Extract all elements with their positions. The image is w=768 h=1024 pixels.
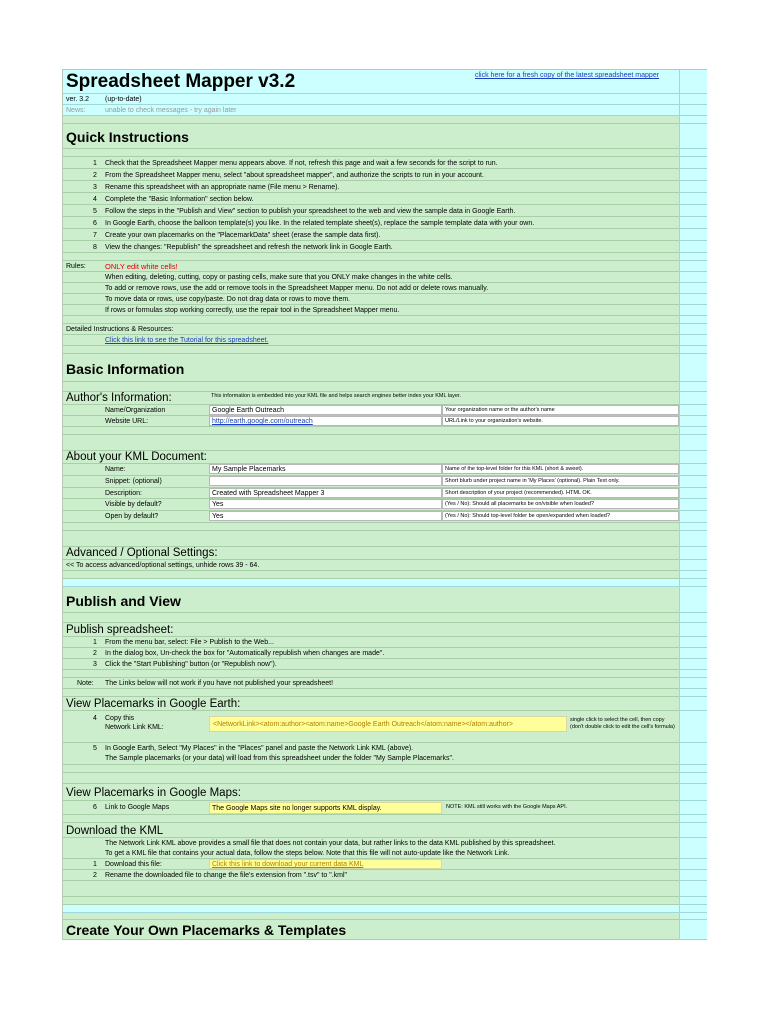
quick-step-row <box>63 205 679 217</box>
section-title-basic: Basic Information <box>66 361 185 377</box>
doc-field-row <box>63 511 679 523</box>
publish-sheet-header-row <box>63 623 679 637</box>
doc-field-input[interactable] <box>209 499 442 509</box>
author-header-row <box>63 392 679 405</box>
rules-title: ONLY edit white cells! <box>105 262 178 271</box>
step-number: 2 <box>93 172 97 179</box>
tutorial-link[interactable]: Click this link to see the Tutorial for this spreadsheet. <box>105 337 269 344</box>
gm-step-row: 6 Link to Google Maps The Google Maps site no longer supports KML display. NOTE: KML still works with the Google Maps API. <box>63 801 679 815</box>
download-heading: Download the KML <box>66 825 164 837</box>
section-title-quick: Quick Instructions <box>66 129 189 145</box>
ge-header-row <box>63 697 679 711</box>
news-row: News: unable to check messages - try again later <box>63 105 679 116</box>
author-name-hint-cell: Your organization name or the author's name <box>442 405 679 415</box>
step-number: 2 <box>93 650 97 657</box>
author-heading: Author's Information: <box>66 392 172 404</box>
rule-row <box>63 272 679 283</box>
step-text: In the dialog box, Un-check the box for "Automatically republish when changes are made". <box>105 650 385 657</box>
download-text-row: The Network Link KML above provides a small file that does not contain your data, but rather links to the data KML published by this spreadsheet. To get a KML file that contains your actual data, follow the steps below. Note that this file will not auto-update like the Network Link. <box>63 838 679 859</box>
doc-field-hint: (Yes / No): Should all placemarks be on/visible when loaded? <box>445 501 594 508</box>
doc-field-input[interactable] <box>209 488 442 498</box>
step-number: 8 <box>93 244 97 251</box>
doc-field-input[interactable] <box>209 464 442 474</box>
gm-header-row <box>63 784 679 801</box>
author-name-row: Name/Organization Google Earth Outreach Your organization name or the author's name <box>63 405 679 416</box>
advanced-heading: Advanced / Optional Settings: <box>66 547 218 559</box>
step-number: 3 <box>93 184 97 191</box>
quick-step-row <box>63 229 679 241</box>
rule-text: When editing, deleting, cutting, copy or pasting cells, make sure that you ONLY make changes in the white cells. <box>105 274 453 281</box>
publish-step-row <box>63 659 679 670</box>
network-link-kml-cell[interactable]: <NetworkLink><atom:author><atom:name>Google Earth Outreach</atom:name></atom:author> <box>209 716 567 732</box>
step-number: 3 <box>93 661 97 668</box>
author-url-hint-cell: URL/Link to your organization's website. <box>442 416 679 426</box>
google-maps-link-cell[interactable]: The Google Maps site no longer supports KML display. <box>209 802 442 814</box>
author-url-field[interactable]: http://earth.google.com/outreach <box>209 416 442 426</box>
step-text: View the changes: "Republish" the spreadsheet and refresh the network link in Google Earth. <box>105 244 393 251</box>
page-title: Spreadsheet Mapper v3.2 <box>66 71 296 92</box>
author-name-field[interactable]: Google Earth Outreach <box>209 405 442 415</box>
download-kml-cell[interactable] <box>209 859 442 869</box>
step-number: 4 <box>93 196 97 203</box>
spreadsheet <box>62 69 707 940</box>
doc-field-input[interactable] <box>209 511 442 521</box>
publish-note-row: Note: The Links below will not work if you have not published your spreadsheet! <box>63 678 679 689</box>
detailed-row: Detailed Instructions & Resources: <box>63 324 679 335</box>
doc-field-input[interactable] <box>209 476 442 486</box>
advanced-header-row <box>63 547 679 560</box>
doc-field-row <box>63 476 679 488</box>
step-text: Check that the Spreadsheet Mapper menu appears above. If not, refresh this page and wait a few seconds for the script to run. <box>105 160 498 167</box>
doc-field-hint-cell <box>442 511 679 521</box>
doc-heading: About your KML Document: <box>66 451 207 463</box>
doc-field-hint-cell <box>442 476 679 486</box>
gm-note: NOTE: KML still works with the Google Maps API. <box>446 804 568 810</box>
publish-step-row <box>63 648 679 659</box>
rule-row <box>63 283 679 294</box>
doc-field-hint: Short description of your project (recommended). HTML OK. <box>445 489 592 496</box>
step-text: Rename this spreadsheet with an appropriate name (File menu > Rename). <box>105 184 340 191</box>
step-text: Click the "Start Publishing" button (or "Republish now"). <box>105 661 277 668</box>
step-number: 6 <box>93 220 97 227</box>
download-step1-row: 1 Download this file: Click this link to download your current data KML <box>63 859 679 870</box>
doc-field-label: Visible by default? <box>105 501 162 509</box>
rules-title-row: Rules: ONLY edit white cells! <box>63 261 679 272</box>
publish-header <box>63 587 679 613</box>
step-text: From the Spreadsheet Mapper menu, select "about spreadsheet mapper", and authorize the scripts to run in your account. <box>105 172 484 179</box>
doc-field-value: Yes <box>212 501 224 509</box>
ge-step4-row: 4 Copy this Network Link KML: <NetworkLink><atom:author><atom:name>Google Earth Outreach</atom:name></atom:author> single click to select the cell, then copy (don't double click to edit the cell's formula) <box>63 711 679 743</box>
doc-field-row <box>63 499 679 511</box>
quick-step-row <box>63 217 679 229</box>
download-header-row <box>63 823 679 838</box>
doc-field-label: Snippet: (optional) <box>105 477 162 485</box>
quick-step-row <box>63 169 679 181</box>
rule-row <box>63 305 679 316</box>
quick-step-row <box>63 193 679 205</box>
gm-heading: View Placemarks in Google Maps: <box>66 787 241 799</box>
ge-step5-row: 5 In Google Earth, Select "My Places" in the "Places" panel and paste the Network Link KML (above). The Sample placemarks (or your data) will load from this spreadsheet under the folder "My Sample Placemarks". <box>63 743 679 765</box>
version-status: (up-to-date) <box>105 96 142 103</box>
doc-field-hint: (Yes / No): Should top-level folder be open/expanded when loaded? <box>445 513 610 520</box>
doc-field-row <box>63 464 679 476</box>
advanced-note: << To access advanced/optional settings, unhide rows 39 - 64. <box>66 562 260 569</box>
step-text: Complete the "Basic Information" section below. <box>105 196 254 203</box>
kml-copy-hint: single click to select the cell, then copy (don't double click to edit the cell's formula) <box>570 717 675 730</box>
title-row <box>63 70 679 94</box>
doc-header-row <box>63 451 679 464</box>
doc-field-value: Yes <box>212 513 224 521</box>
doc-field-hint-cell <box>442 464 679 474</box>
publish-note: The Links below will not work if you have not published your spreadsheet! <box>105 680 334 687</box>
section-title-publish: Publish and View <box>66 593 181 609</box>
step-text: From the menu bar, select: File > Publish to the Web... <box>105 639 274 646</box>
create-header <box>63 920 679 940</box>
rule-text: If rows or formulas stop working correctly, use the repair tool in the Spreadsheet Mapper menu. <box>105 307 400 314</box>
rule-text: To add or remove rows, use the add or remove tools in the Spreadsheet Mapper menu. Do not add or delete rows manually. <box>105 285 489 292</box>
quick-instructions-header <box>63 124 679 149</box>
step-number: 1 <box>93 160 97 167</box>
doc-field-hint-cell <box>442 488 679 498</box>
doc-field-hint-cell <box>442 499 679 509</box>
news-text: unable to check messages - try again later <box>105 107 237 114</box>
rule-row <box>63 294 679 305</box>
step-text: Create your own placemarks on the "PlacemarkData" sheet (erase the sample data first). <box>105 232 381 239</box>
download-step2-row: 2 Rename the downloaded file to change the file's extension from ".tsv" to ".kml" <box>63 870 679 881</box>
publish-step-row <box>63 637 679 648</box>
advanced-note-row <box>63 560 679 571</box>
doc-field-hint: Short blurb under project name in 'My Places' (optional). Plain Text only. <box>445 477 620 484</box>
step-text: In Google Earth, choose the balloon template(s) you like. In the related template sheet(s), replace the sample template data with your own. <box>105 220 535 227</box>
quick-step-row <box>63 157 679 169</box>
quick-step-row <box>63 241 679 253</box>
doc-field-label: Name: <box>105 466 126 473</box>
tutorial-row <box>63 335 679 346</box>
doc-field-value: My Sample Placemarks <box>212 466 286 473</box>
step-number: 1 <box>93 639 97 646</box>
step-text: Follow the steps in the "Publish and View" section to publish your spreadsheet to the web and view the sample data in Google Earth. <box>105 208 516 215</box>
doc-field-label: Open by default? <box>105 513 159 521</box>
doc-field-label: Description: <box>105 489 142 497</box>
quick-step-row <box>63 181 679 193</box>
basic-info-header <box>63 354 679 382</box>
section-title-create: Create Your Own Placemarks & Templates <box>66 922 347 938</box>
step-number: 5 <box>93 208 97 215</box>
author-url-row: Website URL: http://earth.google.com/outreach URL/Link to your organization's website. <box>63 416 679 427</box>
ge-heading: View Placemarks in Google Earth: <box>66 698 241 710</box>
author-note: This information is embedded into your KML file and helps search engines better index your KML layer. <box>211 393 461 399</box>
doc-field-value: Created with Spreadsheet Mapper 3 <box>212 489 325 497</box>
download-kml-link[interactable]: Click this link to download your current data KML <box>212 861 364 868</box>
rule-text: To move data or rows, use copy/paste. Do not drag data or rows to move them. <box>105 296 351 303</box>
version-row: ver. 3.2 (up-to-date) <box>63 94 679 105</box>
doc-field-row <box>63 488 679 500</box>
step-number: 7 <box>93 232 97 239</box>
doc-field-hint: Name of the top-level folder for this KML (short & sweet). <box>445 466 584 472</box>
fresh-copy-link[interactable]: click here for a fresh copy of the latest spreadsheet mapper <box>475 72 660 79</box>
publish-sheet-heading: Publish spreadsheet: <box>66 624 174 636</box>
